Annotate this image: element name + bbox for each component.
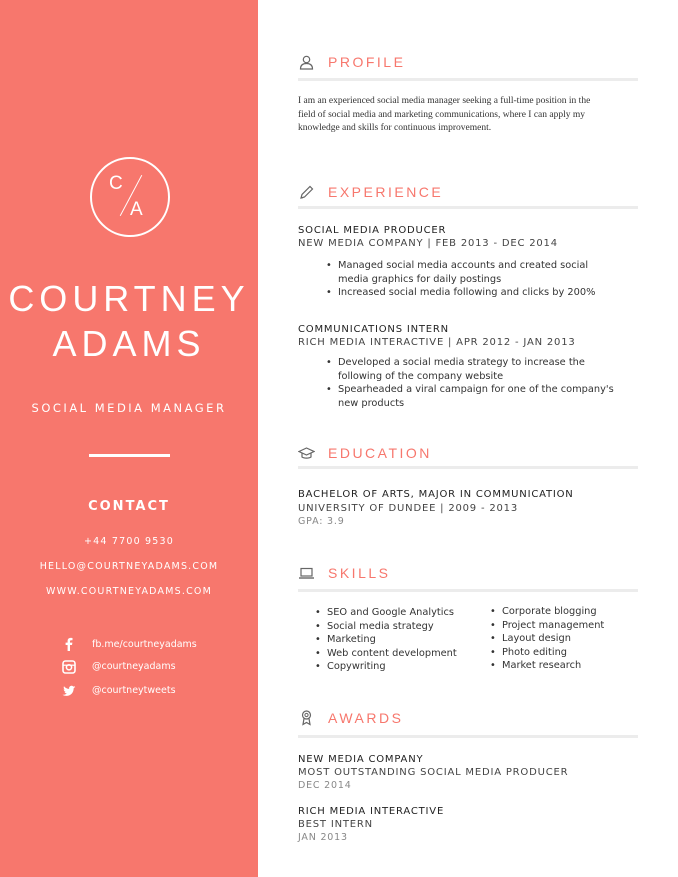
education-rule <box>298 466 638 469</box>
award-2-date: JAN 2013 <box>298 832 348 843</box>
list-item: • Social media strategy <box>327 620 487 634</box>
list-item: • Copywriting <box>327 660 487 674</box>
awards-heading: AWARDS <box>328 710 404 726</box>
name-last: ADAMS <box>52 323 206 364</box>
facebook-link[interactable]: fb.me/courtneyadams <box>92 639 197 650</box>
award-2-title: BEST INTERN <box>298 819 373 830</box>
list-item: • Photo editing <box>502 646 652 660</box>
instagram-icon <box>62 660 76 674</box>
awards-rule <box>298 735 638 738</box>
sidebar-divider <box>89 454 170 457</box>
list-item: • Managed social media accounts and created social media graphics for daily postings <box>338 259 613 286</box>
list-item: • Developed a social media strategy to increase the following of the company website <box>338 356 623 383</box>
job-2-bullets <box>322 356 623 410</box>
profile-text: I am an experienced social media manager seeking a full-time position in the field of social media and marketing communications, where I can apply my knowledge and skills for continuous improvement. <box>298 96 591 133</box>
list-item: • SEO and Google Analytics <box>327 606 487 620</box>
twitter-icon <box>62 684 76 698</box>
award-1-title: MOST OUTSTANDING SOCIAL MEDIA PRODUCER <box>298 767 569 778</box>
list-item: • Corporate blogging <box>502 605 652 619</box>
award-1-date: DEC 2014 <box>298 780 352 791</box>
award-ribbon-icon <box>298 709 315 726</box>
education-gpa: GPA: 3.9 <box>298 516 345 527</box>
skills-rule <box>298 589 638 592</box>
job-title: SOCIAL MEDIA MANAGER <box>31 401 227 415</box>
education-heading: EDUCATION <box>328 445 432 461</box>
profile-rule <box>298 78 638 81</box>
user-icon <box>298 54 315 71</box>
list-item: • Spearheaded a viral campaign for one of the company's new products <box>338 383 623 410</box>
skills-heading: SKILLS <box>328 565 391 581</box>
list-item: • Project management <box>502 619 652 633</box>
pencil-icon <box>298 184 315 201</box>
monogram-letter-2: A <box>130 199 143 220</box>
list-item: • Increased social media following and clicks by 200% <box>338 286 613 300</box>
skills-column-1 <box>311 606 487 674</box>
monogram-letter-1: C <box>109 173 123 194</box>
instagram-link[interactable]: @courtneyadams <box>92 661 176 672</box>
experience-heading: EXPERIENCE <box>328 184 444 200</box>
award-2-org: RICH MEDIA INTERACTIVE <box>298 806 445 817</box>
contact-website[interactable]: WWW.COURTNEYADAMS.COM <box>46 586 212 597</box>
job-1-bullets <box>322 259 613 300</box>
list-item: • Market research <box>502 659 652 673</box>
job-1-subtitle: NEW MEDIA COMPANY | FEB 2013 - DEC 2014 <box>298 238 558 249</box>
monogram-logo <box>90 157 170 237</box>
facebook-icon <box>62 637 76 651</box>
contact-phone[interactable]: +44 7700 9530 <box>83 536 175 547</box>
award-1-org: NEW MEDIA COMPANY <box>298 754 424 765</box>
education-degree: BACHELOR OF ARTS, MAJOR IN COMMUNICATION <box>298 489 574 500</box>
laptop-icon <box>298 565 315 582</box>
experience-rule <box>298 206 638 209</box>
sidebar <box>0 0 258 877</box>
list-item: • Web content development <box>327 647 487 661</box>
job-2-subtitle: RICH MEDIA INTERACTIVE | APR 2012 - JAN 2013 <box>298 337 576 348</box>
contact-email[interactable]: HELLO@COURTNEYADAMS.COM <box>39 561 219 572</box>
list-item: • Marketing <box>327 633 487 647</box>
education-school: UNIVERSITY OF DUNDEE | 2009 - 2013 <box>298 503 518 514</box>
profile-heading: PROFILE <box>328 54 406 70</box>
contact-heading: CONTACT <box>88 499 170 514</box>
job-1-title: SOCIAL MEDIA PRODUCER <box>298 225 447 236</box>
list-item: • Layout design <box>502 632 652 646</box>
job-2-title: COMMUNICATIONS INTERN <box>298 324 449 335</box>
twitter-link[interactable]: @courtneytweets <box>92 685 176 696</box>
skills-column-2 <box>486 605 652 673</box>
name-first: COURTNEY <box>8 278 250 319</box>
graduation-cap-icon <box>298 445 315 462</box>
